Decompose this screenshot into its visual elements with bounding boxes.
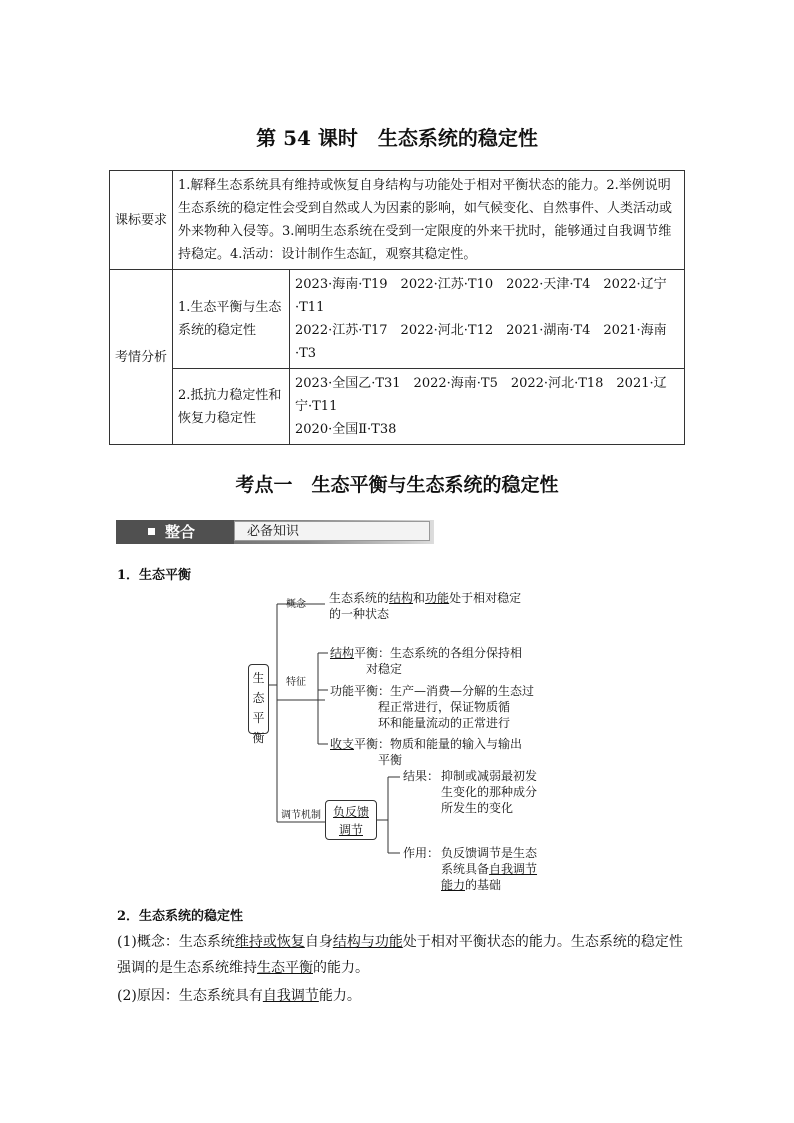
subheading-stability: 2．生态系统的稳定性 <box>117 909 244 924</box>
f3-text-a: 物质和能量的输入与输出 <box>390 737 523 751</box>
refs-1-line-2: 2022·江苏·T17 2022·河北·T12 2021·湖南·T4 2021·海南·T3 <box>295 323 667 361</box>
res-text-b: 生变化的那种成分 <box>441 785 538 799</box>
paragraph-reason <box>117 983 687 1009</box>
concept-text-a: 生态系统的 <box>329 591 390 605</box>
f2-head: 功能平衡： <box>330 684 391 698</box>
p2-a: (2)原因：生态系统具有 <box>117 988 263 1004</box>
p1-e: 的能力。 <box>313 960 369 976</box>
requirement-content: 1.解释生态系统具有维持或恢复自身结构与功能处于相对平衡状态的能力。2.举例说明生态系统的稳定性会受到自然或人为因素的影响，如气候变化、自然事件、人类活动或外来物种入侵等。3.阐明生态系统在受到一定限度的外来干扰时，能够通过自我调节维持稳定。4.活动：设计制作生态缸，观察其稳定性。 <box>173 171 685 270</box>
analysis-topic-1: 1.生态平衡与生态系统的稳定性 <box>173 270 290 369</box>
result-label: 结果： <box>403 769 440 783</box>
neg-line-2: 调节 <box>338 823 363 837</box>
concept-text <box>329 590 521 622</box>
neg-line-1: 负反馈 <box>332 805 369 819</box>
feature-function <box>330 683 534 731</box>
res-text-a: 抑制或减弱最初发 <box>441 769 538 783</box>
requirement-label: 课标要求 <box>110 171 173 270</box>
f2-text-a: 生产—消费—分解的生态过 <box>390 684 535 698</box>
concept-u1: 结构 <box>389 591 414 605</box>
p1-u2: 结构与功能 <box>332 934 403 950</box>
f3-text-b: 平衡 <box>378 753 403 767</box>
feature-label: 特征 <box>286 677 306 688</box>
page-title: 第 54 课时 生态系统的稳定性 <box>256 126 538 150</box>
p2-b: 能力。 <box>318 988 361 1004</box>
analysis-topic-2: 2.抵抗力稳定性和恢复力稳定性 <box>173 369 290 445</box>
refs-1-line-1: 2023·海南·T19 2022·江苏·T10 2022·天津·T4 2022·辽宁·T11 <box>295 277 667 315</box>
p1-u3: 生态平衡 <box>257 960 313 976</box>
concept-label: 概念 <box>286 599 306 610</box>
concept-text-d: 的一种状态 <box>329 607 390 621</box>
refs-2-line-1: 2023·全国乙·T31 2022·海南·T5 2022·河北·T18 2021·辽宁·T11 <box>295 376 667 414</box>
refs-2-line-2: 2020·全国Ⅱ·T38 <box>295 422 397 437</box>
paragraph-concept <box>117 929 687 981</box>
analysis-label: 考情分析 <box>110 270 173 445</box>
res-text-c: 所发生的变化 <box>441 801 514 815</box>
act-text-c: 能力 <box>441 878 466 892</box>
f3-u: 收支 <box>330 737 355 751</box>
f1-head: 平衡： <box>354 646 391 660</box>
act-text-a: 负反馈调节是生态 <box>441 846 538 860</box>
p1-c: 处于相对平衡状态的能力。生态系统的稳定性 <box>402 934 683 950</box>
action-text <box>441 845 537 893</box>
root-box <box>248 664 269 745</box>
section-title: 考点一 生态平衡与生态系统的稳定性 <box>235 474 559 496</box>
f2-text-c: 环和能量流动的正常进行 <box>378 716 511 730</box>
root-label: 生 态 平 衡 <box>252 671 265 745</box>
p1-a: (1)概念：生态系统 <box>117 934 235 950</box>
concept-text-b: 和 <box>413 591 426 605</box>
f3-head: 平衡： <box>354 737 391 751</box>
result-text <box>441 768 537 816</box>
banner-right: 必备知识 <box>234 521 430 541</box>
p1-u1: 维持或恢复 <box>234 934 305 950</box>
concept-u2: 功能 <box>425 591 450 605</box>
feature-structure <box>330 645 522 677</box>
regulation-label: 调节机制 <box>281 810 321 821</box>
f1-text-b: 对稳定 <box>366 662 403 676</box>
subheading-ecological-balance: 1．生态平衡 <box>117 568 192 583</box>
concept-text-c: 处于相对稳定 <box>449 591 522 605</box>
p2-u1: 自我调节 <box>262 988 319 1004</box>
p1-b: 自身 <box>304 934 333 950</box>
f1-u: 结构 <box>330 646 355 660</box>
banner-left-label: 整合 <box>165 523 196 541</box>
action-label: 作用： <box>403 846 440 860</box>
f1-text-a: 生态系统的各组分保持相 <box>390 646 523 660</box>
act-text-d: 的基础 <box>465 878 502 892</box>
p1-d: 强调的是生态系统维持 <box>117 960 257 976</box>
f2-text-b: 程正常进行，保证物质循 <box>378 700 511 714</box>
act-u: 自我调节 <box>489 862 538 876</box>
act-text-b: 系统具备 <box>441 862 490 876</box>
negative-feedback-box <box>325 800 377 840</box>
feature-balance <box>330 736 522 768</box>
